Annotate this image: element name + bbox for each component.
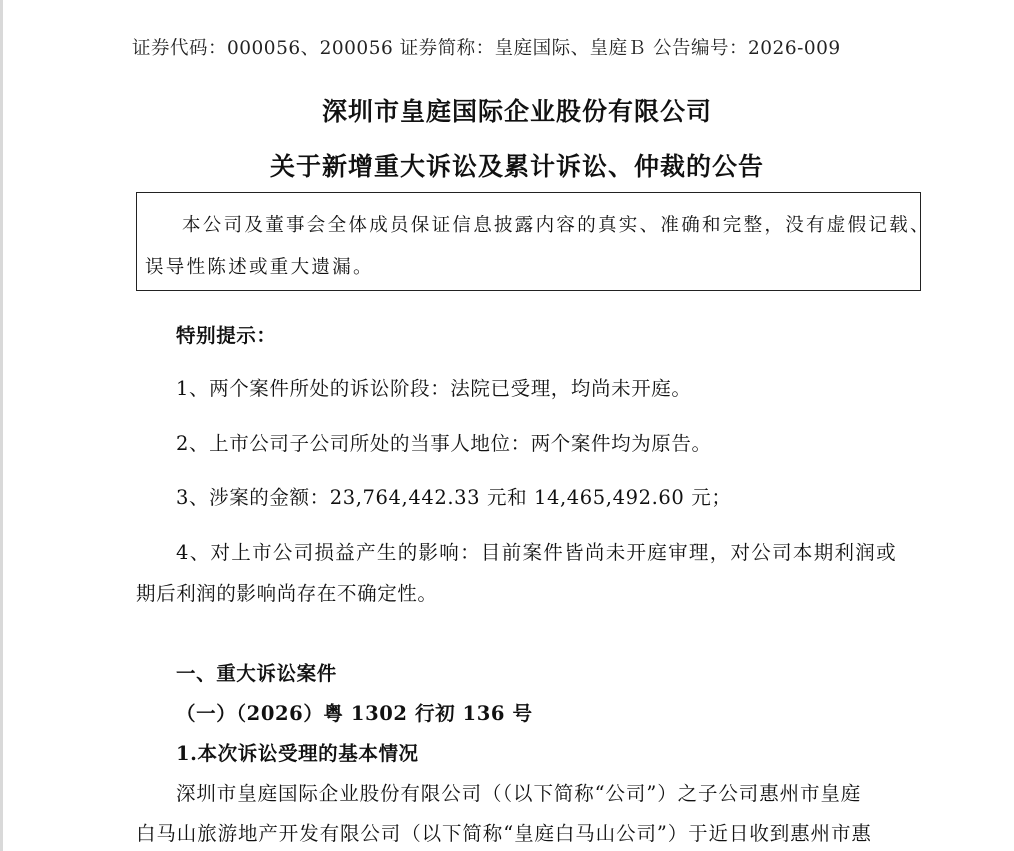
tip-item-2: 2、上市公司子公司所处的当事人地位：两个案件均为原告。	[176, 432, 712, 455]
case-title: （一）（2026）粤 1302 行初 136 号	[176, 702, 533, 725]
tip-item-4-line-1: 4、对上市公司损益产生的影响：目前案件皆尚未开庭审理，对公司本期利润或	[176, 541, 897, 564]
announcement-title: 关于新增重大诉讼及累计诉讼、仲裁的公告	[269, 152, 764, 181]
tip-item-1: 1、两个案件所处的诉讼阶段：法院已受理，均尚未开庭。	[176, 377, 692, 400]
tip-item-3: 3、涉案的金额：23,764,442.33 元和 14,465,492.60 元；	[176, 486, 732, 509]
disclaimer-box	[136, 192, 931, 291]
subsection-heading: 1.本次诉讼受理的基本情况	[176, 742, 419, 765]
company-title: 深圳市皇庭国际企业股份有限公司	[321, 97, 712, 126]
stock-info-header: 证券代码：000056、200056 证券简称：皇庭国际、皇庭Ｂ 公告编号：2026-009	[132, 38, 841, 59]
tip-item-4-line-2: 期后利润的影响尚存在不确定性。	[136, 582, 438, 605]
disclaimer-line-1: 本公司及董事会全体成员保证信息披露内容的真实、准确和完整，没有虚假记载、	[182, 215, 931, 236]
body-line-2: 白马山旅游地产开发有限公司（以下简称“皇庭白马山公司”）于近日收到惠州市惠	[136, 822, 872, 845]
disclaimer-line-2: 误导性陈述或重大遗漏。	[145, 257, 374, 278]
section-heading: 一、重大诉讼案件	[176, 662, 337, 685]
special-tips-heading: 特别提示：	[176, 324, 277, 347]
page-edge	[0, 0, 3, 851]
body-line-1: 深圳市皇庭国际企业股份有限公司（（以下简称“公司”）之子公司惠州市皇庭	[176, 782, 862, 805]
